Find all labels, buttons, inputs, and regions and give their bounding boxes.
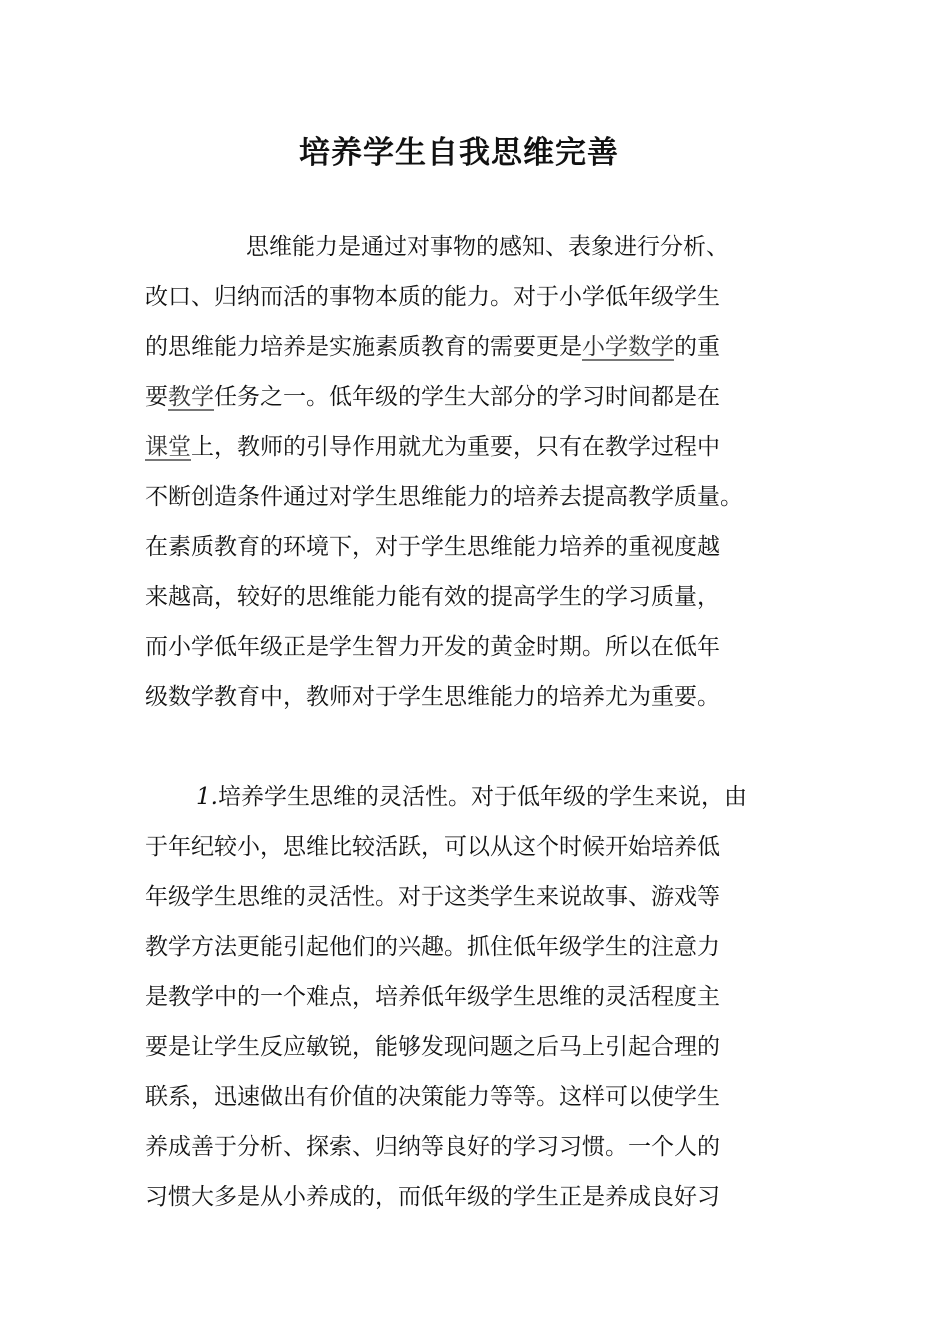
paragraph-line: 教学方法更能引起他们的兴趣。抓住低年级学生的注意力 <box>145 934 720 960</box>
line-text: 的思维能力培养是实施素质教育的需要更是 <box>145 334 582 360</box>
link-primary-math[interactable]: 小学数学 <box>582 334 674 360</box>
paragraph-line: 级数学教育中，教师对于学生思维能力的培养尤为重要。 <box>145 684 720 710</box>
paragraph-line <box>145 372 720 422</box>
paragraph-line: 联系，迅速做出有价值的决策能力等等。这样可以使学生 <box>145 1084 720 1110</box>
link-classroom[interactable]: 课堂 <box>145 434 191 460</box>
paragraph-line: 要是让学生反应敏锐，能够发现问题之后马上引起合理的 <box>145 1034 720 1060</box>
line-text: 任务之一。低年级的学生大部分的学习时间都是在 <box>214 384 720 410</box>
line-text: 的重 <box>674 334 720 360</box>
paragraph-line: 在素质教育的环境下，对于学生思维能力培养的重视度越 <box>145 534 720 560</box>
paragraph-line: 思维能力是通过对事物的感知、表象进行分析、 <box>246 234 729 260</box>
paragraph-line: 习惯大多是从小养成的，而低年级的学生正是养成良好习 <box>145 1184 720 1210</box>
document-title: 培养学生自我思维完善 <box>299 135 619 171</box>
line-text: 要 <box>145 384 168 410</box>
line-text: 培养学生思维的灵活性。对于低年级的学生来说，由 <box>217 784 747 810</box>
paragraph-line <box>145 422 720 472</box>
paragraph-line: 改口、归纳而活的事物本质的能力。对于小学低年级学生 <box>145 284 720 310</box>
link-teaching[interactable]: 教学 <box>168 384 214 410</box>
list-number: 1. <box>196 784 218 810</box>
paragraph-line <box>145 322 720 372</box>
paragraph-line: 于年纪较小，思维比较活跃，可以从这个时候开始培养低 <box>145 834 720 860</box>
paragraph-line: 而小学低年级正是学生智力开发的黄金时期。所以在低年 <box>145 634 720 660</box>
paragraph-line: 年级学生思维的灵活性。对于这类学生来说故事、游戏等 <box>145 884 720 910</box>
paragraph-line <box>196 772 747 822</box>
paragraph-line: 是教学中的一个难点，培养低年级学生思维的灵活程度主 <box>145 984 720 1010</box>
paragraph-line: 来越高，较好的思维能力能有效的提高学生的学习质量， <box>145 584 720 610</box>
paragraph-line: 养成善于分析、探索、归纳等良好的学习习惯。一个人的 <box>145 1134 720 1160</box>
line-text: 上，教师的引导作用就尤为重要，只有在教学过程中 <box>191 434 720 460</box>
paragraph-line: 不断创造条件通过对学生思维能力的培养去提高教学质量。 <box>145 484 743 510</box>
